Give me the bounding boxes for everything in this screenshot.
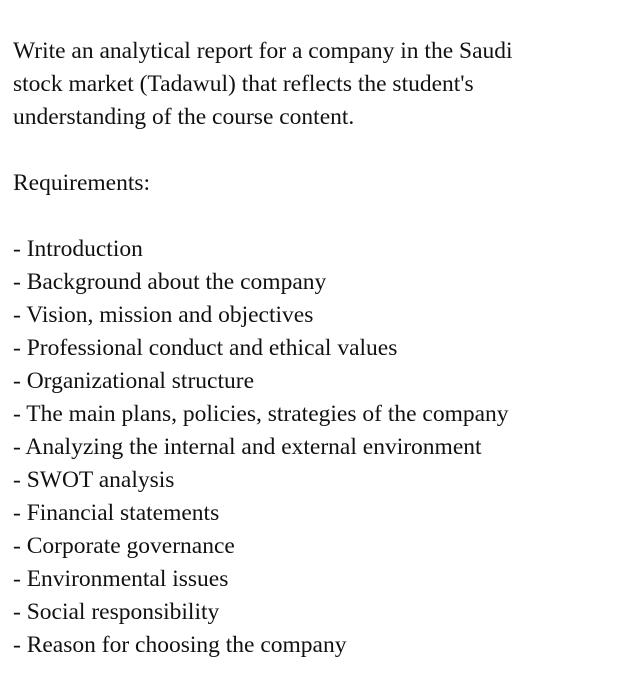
requirements-heading: Requirements: bbox=[13, 170, 151, 196]
list-item: - Professional conduct and ethical values bbox=[13, 335, 398, 361]
list-item: - Social responsibility bbox=[13, 599, 220, 625]
list-item: - The main plans, policies, strategies of the company bbox=[13, 401, 509, 427]
intro-line: understanding of the course content. bbox=[13, 104, 355, 130]
list-item: - SWOT analysis bbox=[13, 467, 175, 493]
intro-line: stock market (Tadawul) that reflects the student's bbox=[13, 71, 474, 97]
document bbox=[13, 35, 513, 662]
list-item: - Financial statements bbox=[13, 500, 220, 526]
list-item: - Corporate governance bbox=[13, 533, 235, 559]
list-item: - Analyzing the internal and external environment bbox=[13, 434, 482, 460]
list-item: - Vision, mission and objectives bbox=[13, 302, 314, 328]
intro-paragraph bbox=[13, 35, 513, 134]
list-item: - Background about the company bbox=[13, 269, 327, 295]
intro-line: Write an analytical report for a company in the Saudi bbox=[13, 38, 513, 64]
list-item: - Environmental issues bbox=[13, 566, 229, 592]
list-item: - Reason for choosing the company bbox=[13, 632, 347, 658]
requirements-list bbox=[13, 233, 513, 662]
list-item: - Organizational structure bbox=[13, 368, 255, 394]
list-item: - Introduction bbox=[13, 236, 143, 262]
